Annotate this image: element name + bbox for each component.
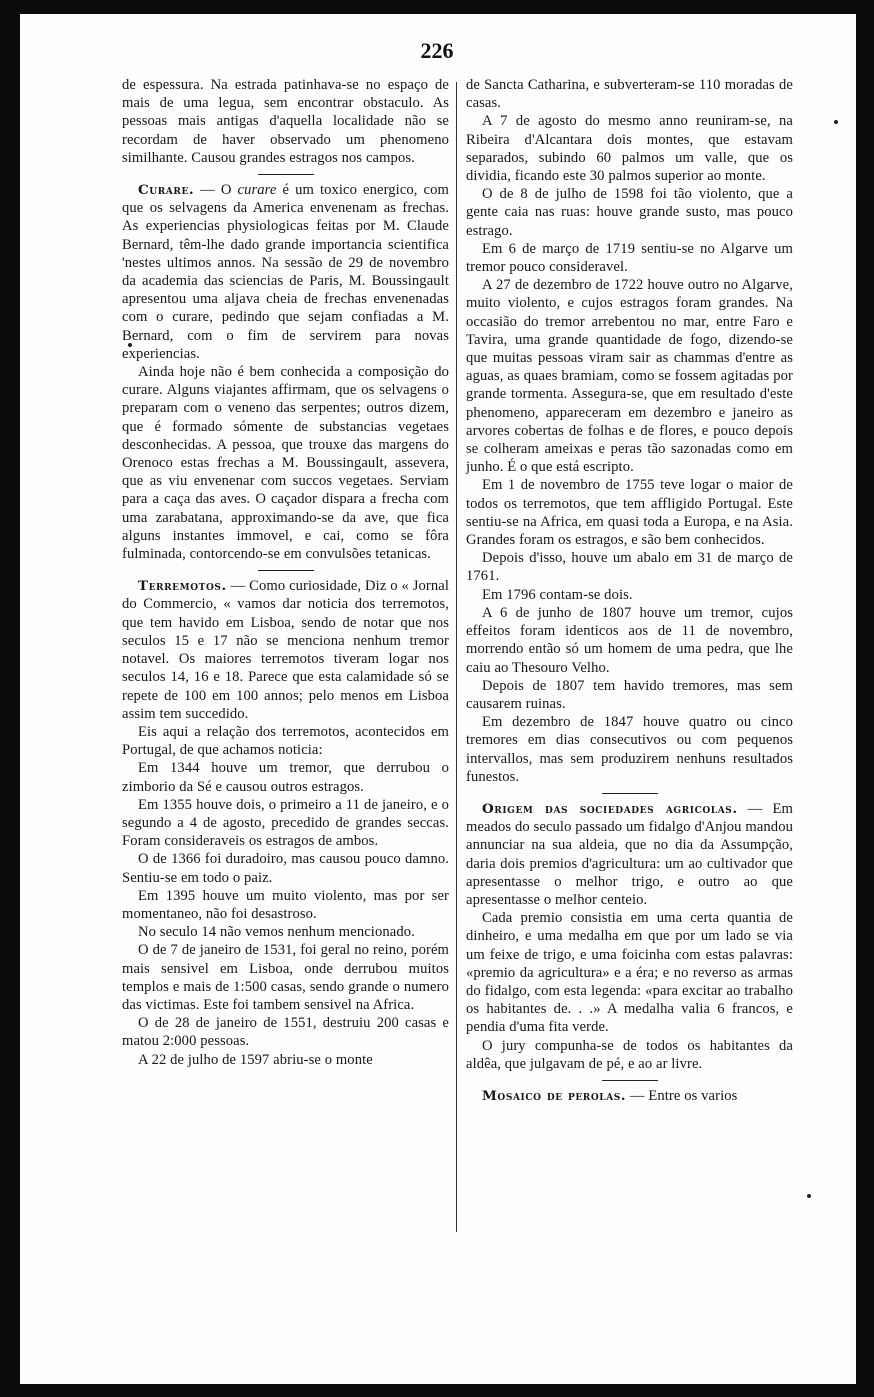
paragraph: O de 8 de julho de 1598 foi tão violento, que a gente caia nas ruas: houve grande susto, mas pouco estrago. bbox=[466, 186, 793, 239]
section-heading-mosaico: Mosaico de perolas. bbox=[482, 1087, 627, 1104]
section-rule bbox=[258, 174, 314, 175]
left-column bbox=[122, 76, 449, 1069]
paragraph: O de 7 de janeiro de 1531, foi geral no reino, porém mais sensivel em Lisboa, onde derrubou muitos templos e mais de 1:500 casas, sendo grande o numero das victimas. Este foi tambem sensivel na Africa. bbox=[122, 942, 449, 1013]
paragraph: Em 1395 houve um muito violento, mas por ser momentaneo, não foi desastroso. bbox=[122, 887, 449, 922]
ink-speck bbox=[807, 1194, 811, 1198]
curare-article bbox=[122, 181, 449, 363]
paragraph: O de 1366 foi duradoiro, mas causou pouco damno. Sentiu-se em todo o paiz. bbox=[122, 851, 449, 886]
article-text: é um toxico energico, com que os selvagens da America envenenam as frechas. As experiencias physiologicas feitas por M. Claude Bernard, têm-lhe dado grande importancia scientifica 'nestes ultimos annos. Na sessão de 29 de novembro da academia das sciencias de Paris, M. Boussingault apresentou uma aljava cheia de frechas envenenadas com o curare, pedindo que sejam confiadas a M. Bernard, com o fim de servirem para novas experiencias. bbox=[122, 182, 449, 362]
paragraph: Em 1355 houve dois, o primeiro a 11 de janeiro, e o segundo a 4 de agosto, precedido de grandes seccas. Foram consideraveis os estragos de ambos. bbox=[122, 796, 449, 850]
paragraph: A 22 de julho de 1597 abriu-se o monte bbox=[138, 1051, 373, 1068]
article-text: — Em meados do seculo passado um fidalgo d'Anjou mandou annunciar na sua aldeia, que no dia da Assumpção, daria dois premios d'agricultura: um ao cultivador que apresentasse o melhor trigo, e outro ao que apresentasse o melhor centeio. bbox=[466, 800, 793, 908]
paragraph: Em 6 de março de 1719 sentiu-se no Algarve um tremor pouco consideravel. bbox=[466, 240, 793, 276]
mosaico-article bbox=[466, 1087, 793, 1105]
paragraph: O de 28 de janeiro de 1551, destruiu 200 casas e matou 2:000 pessoas. bbox=[122, 1015, 449, 1050]
italic-term: curare bbox=[237, 182, 277, 199]
column-divider bbox=[456, 82, 457, 1232]
section-heading-terremotos: Terremotos. bbox=[138, 578, 227, 595]
page-number: 226 bbox=[420, 38, 454, 63]
paragraph: A 27 de dezembro de 1722 houve outro no Algarve, muito violento, e cujos estragos foram grandes. Na occasião do tremor arrebentou no mar, entre Faro e Tavira, uma grande quantidade de fogo, dizendo-se que muitas pessoas viram sair as chammas d'entre as aguas, as quaes bramiam, como se fossem agitadas por grande tormenta. Assegura-se, que em resultado d'este phenomeno, appareceram em dezembro e janeiro as arvores cobertas de folhas e de flores, e pouco depois se colheram ameixas e peras tão sazonadas como em junho. É o que está escripto. bbox=[466, 277, 793, 476]
section-heading-curare: Curare. bbox=[138, 182, 195, 199]
paragraph: A 7 de agosto do mesmo anno reuniram-se, na Ribeira d'Alcantara dois montes, que estavam separados, subindo 60 palmos um valle, que os dividia, ficando este 30 palmos superior ao monte. bbox=[466, 113, 793, 185]
paragraph: Depois d'isso, houve um abalo em 31 de março de 1761. bbox=[466, 550, 793, 585]
paragraph: de Sancta Catharina, e subverteram-se 110 moradas de casas. bbox=[466, 77, 793, 112]
paragraph: Em dezembro de 1847 houve quatro ou cinco tremores em dias consecutivos ou com pequenos intervallos, mas sem produzirem nenhuns resultados funestos. bbox=[466, 714, 793, 785]
paragraph: de espessura. Na estrada patinhava-se no espaço de mais de uma legua, sem encontrar obstaculo. As pessoas mais antigas d'aquella localidade não se recordam de haver observado um phenomeno similhante. Causou grandes estragos nos campos. bbox=[122, 77, 449, 166]
section-rule bbox=[602, 793, 658, 794]
paragraph: Ainda hoje não é bem conhecida a composição do curare. Alguns viajantes affirmam, que os selvagens o preparam com o veneno das serpentes; outros dizem, que é formado sómente de substancias vegetaes desconhecidas. A pessoa, que trouxe das margens do Orenoco estas frechas a M. Boussingault, assevera, que as viu envenenar com succos vegetaes. Serviam para a caça das aves. O caçador dispara a frecha com uma zarabatana, approximando-se da ave, que fica alguns instantes immovel, e cai, como se fôra fulminada, contorcendo-se em convulsões tetanicas. bbox=[122, 364, 449, 563]
ink-speck bbox=[834, 120, 838, 124]
dash: — O bbox=[194, 182, 238, 199]
paragraph: A 6 de junho de 1807 houve um tremor, cujos effeitos foram identicos aos de 11 de novembro, morrendo então só um homem de uma pedra, que lhe caiu ao Thesouro Velho. bbox=[466, 604, 793, 676]
paragraph: Em 1344 houve um tremor, que derrubou o zimborio da Sé e causou outros estragos. bbox=[122, 760, 449, 795]
article-text: — Como curiosidade, Diz o « Jornal do Commercio, « vamos dar noticia dos terremotos, que tem havido em Lisboa, sendo de notar que nos seculos 15 e 17 não se menciona nenhum tremor notavel. Os maiores terremotos tiveram logar nos seculos 14, 16 e 18. Parece que esta calamidade só se repete de 100 em 100 annos; pelo menos em Lisboa assim tem succedido. bbox=[122, 578, 449, 722]
section-heading-origem: Origem das sociedades agricolas. bbox=[482, 800, 738, 817]
terremotos-article bbox=[122, 577, 449, 723]
origem-article bbox=[466, 800, 793, 909]
paragraph: Depois de 1807 tem havido tremores, mas sem causarem ruinas. bbox=[466, 677, 793, 712]
section-rule bbox=[602, 1080, 658, 1081]
paragraph: Eis aqui a relação dos terremotos, acontecidos em Portugal, de que achamos noticia: bbox=[122, 723, 449, 759]
section-rule bbox=[258, 570, 314, 571]
article-text: — Entre os varios bbox=[626, 1087, 738, 1104]
paragraph: Em 1796 contam-se dois. bbox=[482, 586, 633, 603]
paragraph: O jury compunha-se de todos os habitantes da aldêa, que julgavam de pé, e ao ar livre. bbox=[466, 1037, 793, 1072]
right-column bbox=[466, 76, 793, 1105]
paragraph: No seculo 14 não vemos nenhum mencionado. bbox=[138, 924, 415, 941]
paragraph: Cada premio consistia em uma certa quantia de dinheiro, e uma medalha em que por um lado se via um feixe de trigo, e uma foicinha com estas palavras: «premio da agricultura» e a éra; e no reverso as armas do fidalgo, com esta legenda: «para excitar ao trabalho os habitantes de. . .» A medalha valia 6 francos, e pendia d'uma fita verde. bbox=[466, 910, 793, 1036]
paragraph: Em 1 de novembro de 1755 teve logar o maior de todos os terremotos, que tem affligido Portugal. Este sentiu-se na Africa, em quasi toda a Europa, e na Asia. Grandes foram os estragos, e são bem conhecidos. bbox=[466, 477, 793, 549]
